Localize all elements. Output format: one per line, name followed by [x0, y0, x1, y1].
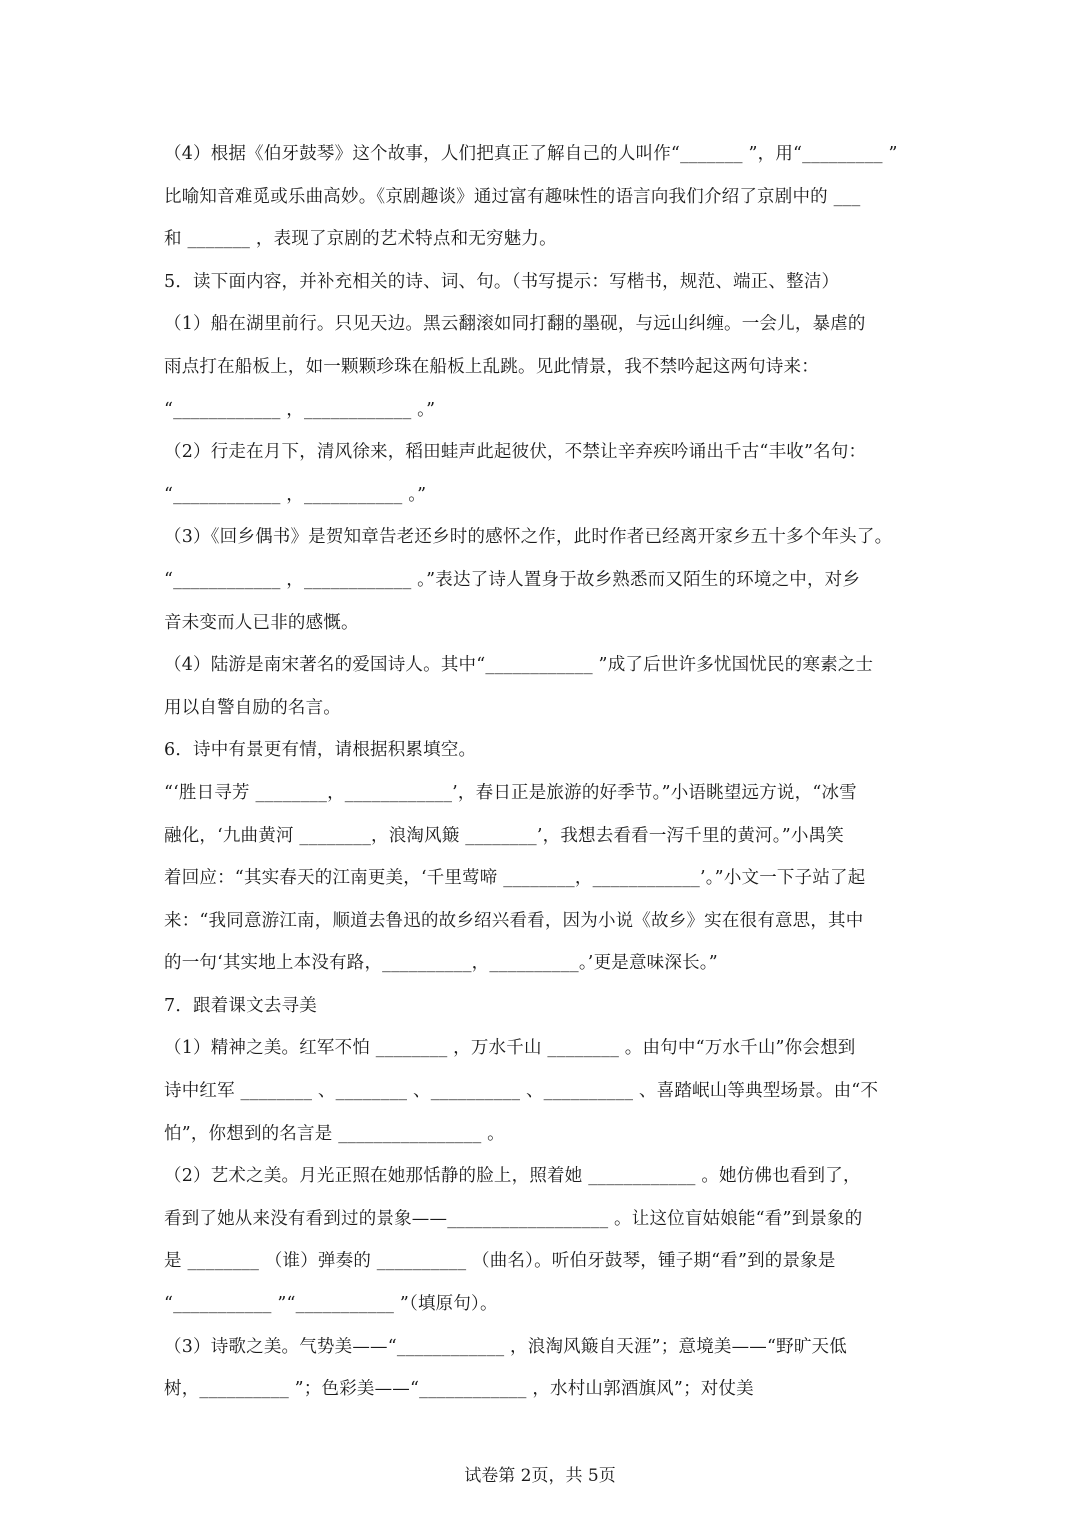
text-line: 用以自警自励的名言。 — [164, 697, 341, 718]
page-content — [164, 133, 919, 1411]
text-line: （1）船在湖里前行。只见天边。黑云翻滚如同打翻的墨砚，与远山纠缠。一会儿，暴虐的 — [164, 314, 866, 335]
text-line: 的一句‘其实地上本没有路，__________，__________。’更是意味深长。” — [164, 953, 718, 974]
question-7-heading: 7．跟着课文去寻美 — [164, 995, 317, 1016]
text-line: 来：“我同意游江南，顺道去鲁迅的故乡绍兴看看，因为小说《故乡》实在很有意思，其中 — [164, 910, 864, 931]
question-6-heading: 6．诗中有景更有情，请根据积累填空。 — [164, 740, 477, 761]
text-line: （1）精神之美。红军不怕 ________ ，万水千山 ________ 。由句中“万水千山”你会想到 — [164, 1038, 856, 1059]
text-line: 是 ________ （谁）弹奏的 __________ （曲名）。听伯牙鼓琴，锺子期“看”到的景象是 — [164, 1251, 836, 1272]
answer-blank-line: “___________ ”“___________ ”（填原句）。 — [164, 1294, 498, 1315]
text-line: （4）根据《伯牙鼓琴》这个故事，人们把真正了解自己的人叫作“_______ ”，用“_________ ” — [164, 144, 898, 164]
text-line: 和 _______ ，表现了京剧的艺术特点和无穷魅力。 — [164, 229, 557, 250]
text-line: （3）《回乡偶书》是贺知章告老还乡时的感怀之作，此时作者已经离开家乡五十多个年头了。 — [164, 527, 893, 548]
text-line: （3）诗歌之美。气势美——“____________ ，浪淘风簸自天涯”；意境美——“野旷天低 — [164, 1336, 847, 1357]
text-line: （2）艺术之美。月光正照在她那恬静的脸上，照着她 ____________ 。她仿佛也看到了， — [164, 1166, 861, 1187]
text-line: 融化，‘九曲黄河 ________，浪淘风簸 ________’，我想去看看一泻千里的黄河。”小禺笑 — [164, 825, 844, 846]
text-line: 雨点打在船板上，如一颗颗珍珠在船板上乱跳。见此情景，我不禁吟起这两句诗来： — [164, 356, 819, 377]
answer-blank-line: “____________ ，____________ 。”表达了诗人置身于故乡熟悉而又陌生的环境之中，对乡 — [164, 569, 861, 590]
text-line: 诗中红军 ________ 、________ 、__________ 、__________ 、喜踏岷山等典型场景。由“不 — [164, 1081, 879, 1102]
text-line: “‘胜日寻芳 ________，____________’，春日正是旅游的好季节。”小语眺望远方说，“冰雪 — [164, 782, 857, 803]
text-line: 看到了她从来没有看到过的景象——__________________ 。让这位盲姑娘能“看”到景象的 — [164, 1208, 863, 1229]
text-line: （2）行走在月下，清风徐来，稻田蛙声此起彼伏，不禁让辛弃疾吟诵出千古“丰收”名句： — [164, 442, 867, 463]
page-footer: 试卷第 2页，共 5页 — [464, 1466, 616, 1486]
question-5-heading: 5．读下面内容，并补充相关的诗、词、句。（书写提示：写楷书，规范、端正、整洁） — [164, 271, 840, 292]
answer-blank-line: “____________ ，____________ 。” — [164, 399, 436, 420]
text-line: 比喻知音难觅或乐曲高妙。《京剧趣谈》通过富有趣味性的语言向我们介绍了京剧中的 ___ — [164, 186, 861, 207]
text-line: 怕”，你想到的名言是 ________________ 。 — [164, 1123, 505, 1144]
text-line: 着回应：“其实春天的江南更美，‘千里莺啼 ________，____________’。”小文一下子站了起 — [164, 868, 866, 889]
text-line: 树，__________ ”；色彩美——“____________ ，水村山郭酒旗风”；对仗美 — [164, 1379, 754, 1400]
answer-blank-line: “____________ ，___________ 。” — [164, 484, 427, 505]
text-line: （4）陆游是南宋著名的爱国诗人。其中“____________ ”成了后世许多忧国忧民的寒素之士 — [164, 655, 874, 676]
text-line: 音未变而人已非的感慨。 — [164, 612, 359, 633]
